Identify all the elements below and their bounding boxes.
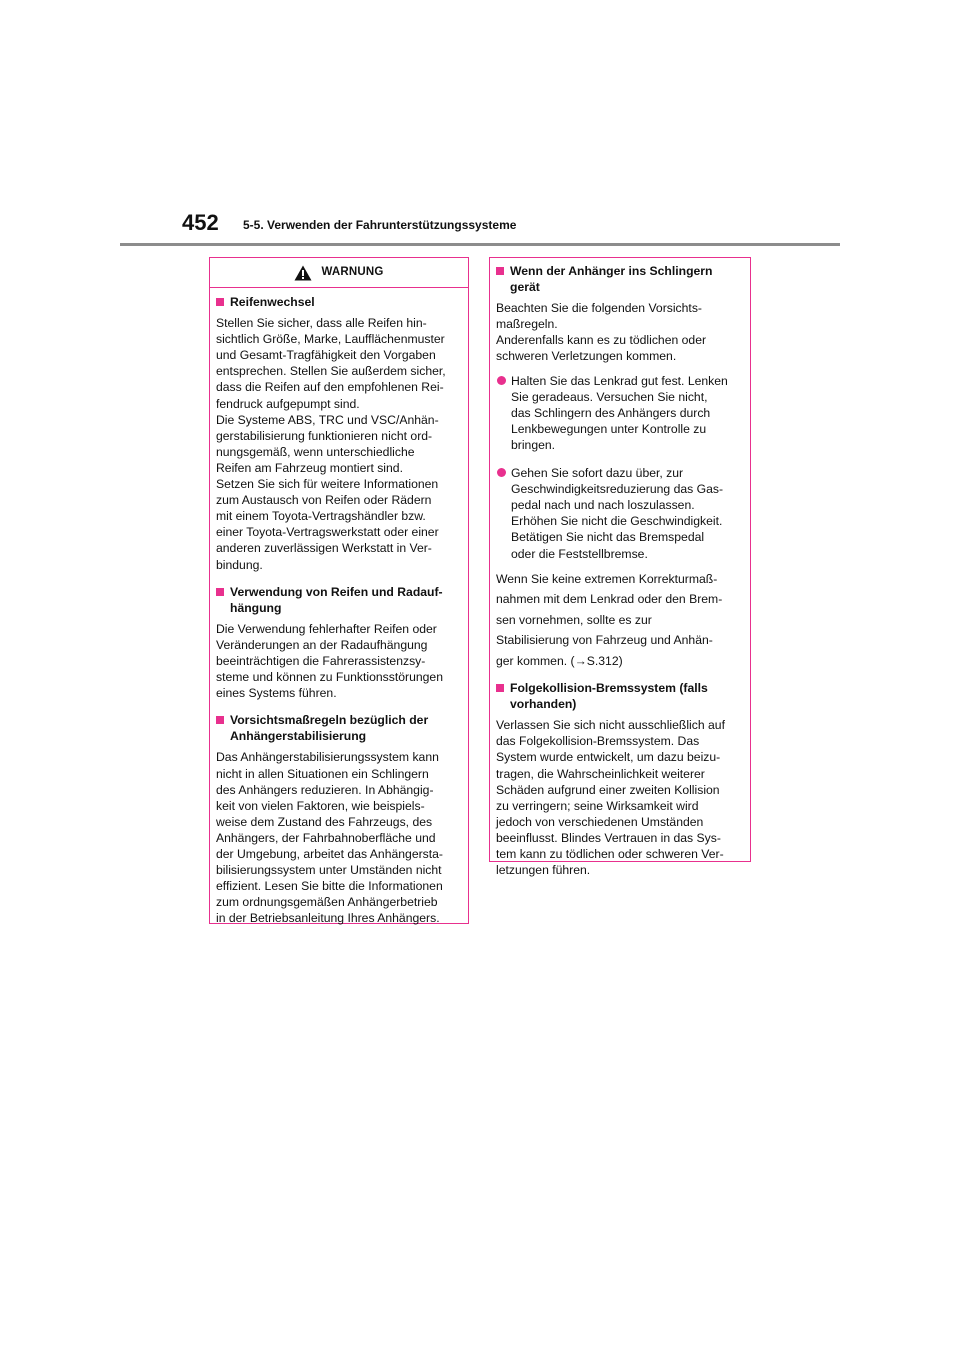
section-heading-reifenwechsel: Reifenwechsel	[216, 294, 462, 310]
paragraph-schlingern: Beachten Sie die folgenden Vorsichts- maßregeln. Anderenfalls kann es zu tödlichen oder schweren Verletzungen kommen.	[496, 301, 707, 364]
text-line: ger kommen. (→S.312)	[496, 653, 623, 668]
section-heading-anhaengerstabilisierung: Vorsichtsmaßregeln bezüglich der Anhängerstabilisierung	[216, 712, 462, 744]
circle-bullet-icon	[497, 376, 506, 385]
section-heading-schlingern: Wenn der Anhänger ins Schlingern gerät	[496, 263, 744, 295]
warning-label: WARNUNG	[321, 266, 384, 279]
warning-box-left	[209, 257, 469, 924]
text-line: Wenn Sie keine extremen Korrekturmaß-	[496, 571, 718, 586]
section-heading-radaufhaengung: Verwendung von Reifen und Radauf- hängung	[216, 584, 462, 616]
square-bullet-icon	[216, 716, 224, 724]
text-line: nahmen mit dem Lenkrad oder den Brem-	[496, 592, 723, 607]
section-heading-folgekollision: Folgekollision-Bremssystem (falls vorhanden)	[496, 680, 744, 712]
text-line: sen vornehmen, sollte es zur	[496, 612, 652, 627]
paragraph-radaufhaengung: Die Verwendung fehlerhafter Reifen oder Veränderungen an der Radaufhängung beeinträchtigen die Fahrerassistenzsy- steme und können zu Funktionsstörungen eines Systems führen.	[216, 621, 443, 701]
warning-triangle-icon	[294, 265, 312, 281]
section-title: 5-5. Verwenden der Fahrunterstützungssysteme	[243, 218, 517, 232]
paragraph-folgekollision: Verlassen Sie sich nicht ausschließlich auf das Folgekollision-Bremssystem. Das System wurde entwickelt, um dazu beizu- tragen, die Wahrscheinlichkeit weiterer Schäden aufgrund einer zweiten Kollision zu verringern; seine Wirksamkeit wird jedoch von verschiedenen Umständen beeinflusst. Blindes Vertrauen in das Sys- tem kann zu tödlichen oder schweren Ver- letzungen führen.	[496, 718, 725, 878]
list-item: Gehen Sie sofort dazu über, zur Geschwindigkeitsreduzierung das Gas- pedal nach und nach loszulassen. Erhöhen Sie nicht die Geschwindigkeit. Betätigen Sie nicht das Bremspedal oder die Feststellbremse.	[496, 465, 744, 562]
page-number: 452	[182, 210, 219, 235]
warning-header	[210, 258, 468, 288]
paragraph-anhaengerstabilisierung: Das Anhängerstabilisierungssystem kann nicht in allen Situationen ein Schlingern des Anhängers reduzieren. In Abhängig- keit von vielen Faktoren, wie beispiels- weise dem Zustand des Fahrzeugs, des Anhängers, der Fahrbahnoberfläche und der Umgebung, arbeitet das Anhängersta- bilisierungssystem unter Umständen nicht effizient. Lesen Sie bitte die Informationen zum ordnungsgemäßen Anhängerbetrieb in der Betriebsanleitung Ihres Anhängers.	[216, 750, 443, 926]
paragraph-reifenwechsel: Stellen Sie sicher, dass alle Reifen hin- sichtlich Größe, Marke, Laufflächenmuster und Gesamt-Tragfähigkeit den Vorgaben entsprechen. Stellen Sie außerdem sicher, dass die Reifen auf den empfohlenen Rei- fendruck aufgepumpt sind. Die Systeme ABS, TRC und VSC/Anhän- gerstabilisierung funktionieren nicht ord- nungsgemäß, wenn unterschiedliche Reifen am Fahrzeug montiert sind. Setzen Sie sich für weitere Informationen zum Austausch von Reifen oder Rädern mit einem Toyota-Vertragshändler bzw. einer Toyota-Vertragswerkstatt oder einer anderen zuverlässigen Werkstatt in Ver- bindung.	[216, 316, 446, 572]
list-item: Halten Sie das Lenkrad gut fest. Lenken Sie geradeaus. Versuchen Sie nicht, das Schlingern des Anhängers durch Lenkbewegungen unter Kontrolle zu bringen.	[496, 373, 744, 453]
square-bullet-icon	[496, 684, 504, 692]
circle-bullet-icon	[497, 468, 506, 477]
warning-box-right	[489, 257, 751, 878]
square-bullet-icon	[216, 588, 224, 596]
square-bullet-icon	[216, 298, 224, 306]
text-line: Stabilisierung von Fahrzeug und Anhän-	[496, 633, 713, 648]
header-rule	[120, 243, 840, 246]
square-bullet-icon	[496, 267, 504, 275]
